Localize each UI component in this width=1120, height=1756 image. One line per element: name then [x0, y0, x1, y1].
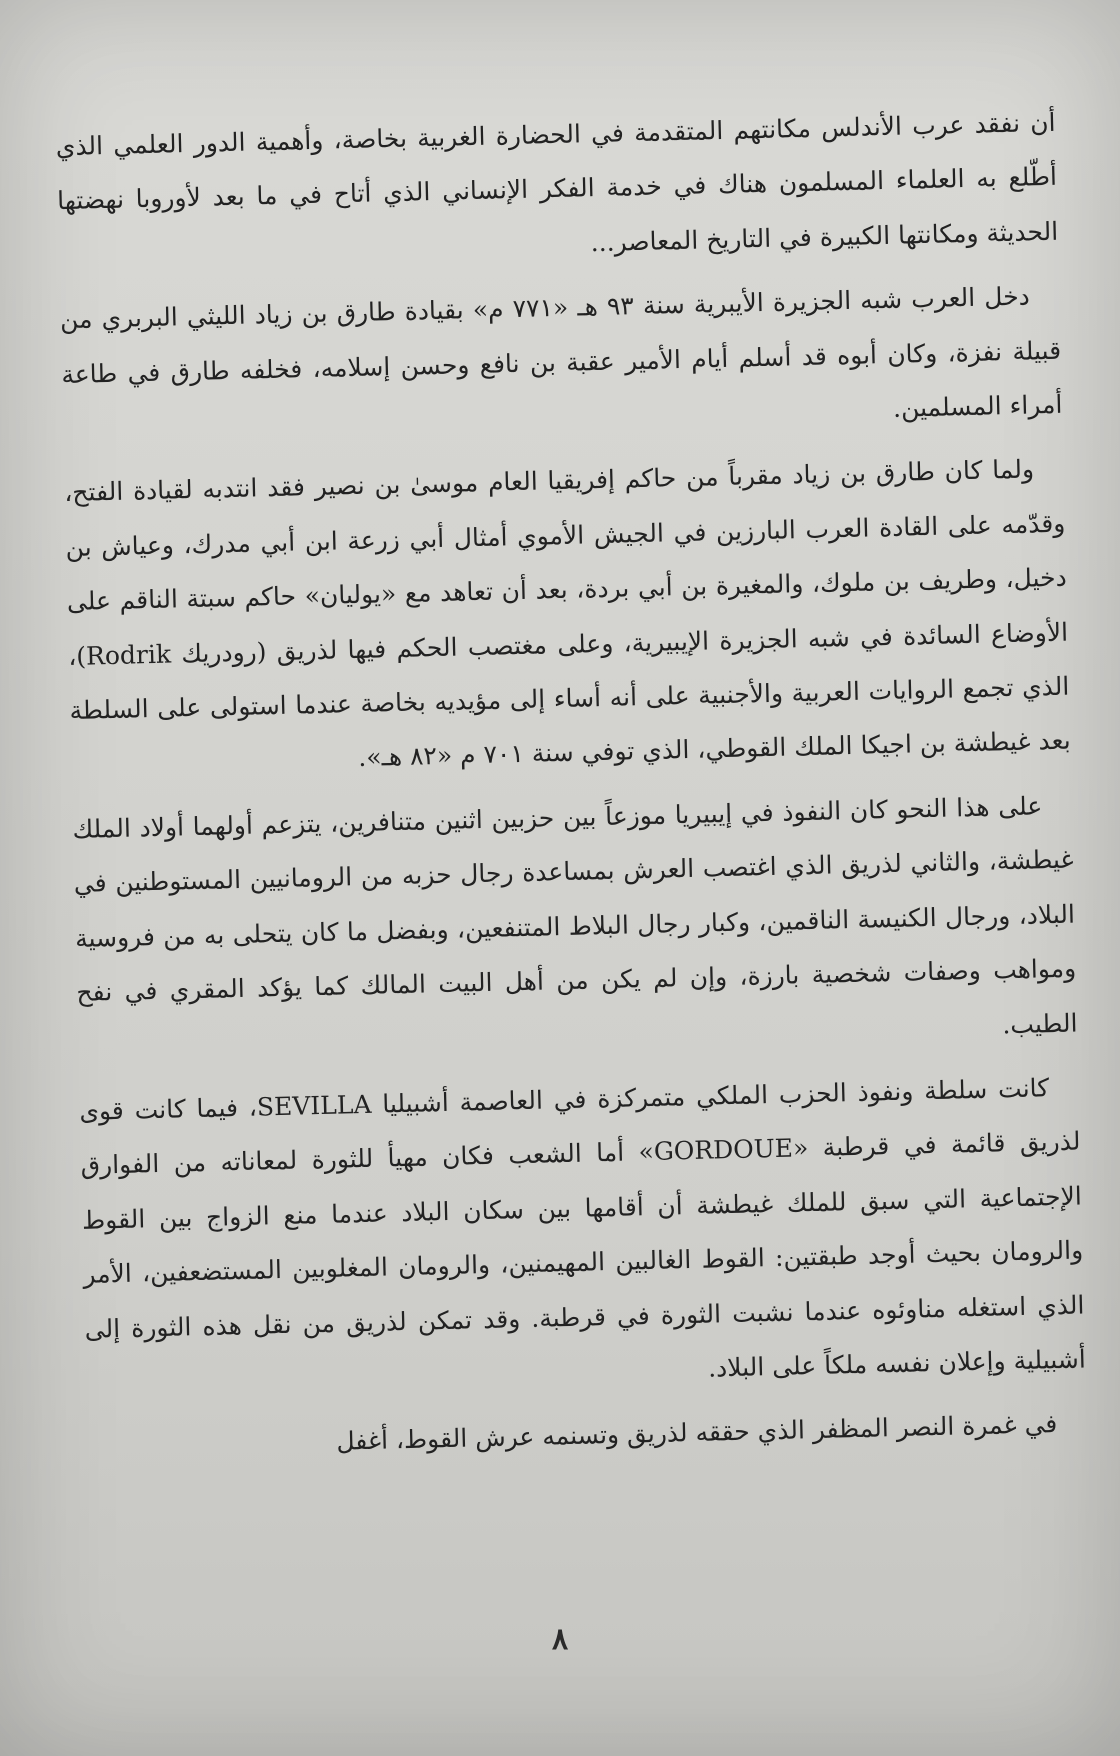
- paragraph: على هذا النحو كان النفوذ في إيبيريا موزعاً بين حزبين اثنين متنافرين، يتزعم أولهما أولاد الملك غيطشة، والثاني لذريق الذي اغتصب العرش بمساعدة رجال حزبه من الرومانيين المستوطنين في البلاد، ورجال الكنيسة الناقمين، وكبار رجال البلاط المتنفعين، وبفضل ما كان يتحلى به من فروسية ومواهب وصفات شخصية بارزة، وإن لم يكن من أهل البيت المالك كما يؤكد المقري في نفح الطيب.: [72, 791, 1078, 1039]
- paragraph: في غمرة النصر المظفر الذي حققه لذريق وتسنمه عرش القوط، أغفل: [336, 1409, 1058, 1457]
- paragraph: كانت سلطة ونفوذ الحزب الملكي متمركزة في العاصمة أشبيليا SEVILLA، فيما كانت قوى لذريق قائمة في قرطبة «GORDOUE» أما الشعب فكان مهيأ للثورة لمعاناته من الفوارق الإجتماعية التي سبق للملك غيطشة أن أقامها بين سكان البلاد عندما منع الزواج بين القوط والرومان بحيث أوجد طبقتين: القوط الغالبين المهيمنين، والرومان المغلوبين المستضعفين، الأمر الذي استغله مناوئوه عندما نشبت الثورة في قرطبة. وقد تمكن لذريق من نقل هذه الثورة إلى أشبيلية وإعلان نفسه ملكاً على البلاد.: [79, 1073, 1087, 1383]
- body-text: [55, 96, 1088, 1486]
- page-number: ٨: [551, 1622, 569, 1657]
- paragraph: أن نفقد عرب الأندلس مكانتهم المتقدمة في الحضارة الغربية بخاصة، وأهمية الدور العلمي الذي أطّلع به العلماء المسلمون هناك في خدمة الفكر الإنساني الذي أتاح في ما بعد لأوروبا نهضتها الحديثة ومكانتها الكبيرة في التاريخ المعاصر...: [55, 107, 1059, 257]
- paragraph: ولما كان طارق بن زياد مقرباً من حاكم إفريقيا العام موسىٰ بن نصير فقد انتدبه لقيادة الفتح، وقدّمه على القادة العرب البارزين في الجيش الأموي أمثال أبي زرعة ابن أبي مدرك، وعياش بن دخيل، وطريف بن ملوك، والمغيرة بن أبي بردة، بعد أن تعاهد مع «يوليان» حاكم سبتة الناقم على الأوضاع السائدة في شبه الجزيرة الإيبيرية، وعلى مغتصب الحكم فيها لذريق (رودريك Rodrik)، الذي تجمع الروايات العربية والأجنبية على أنه أساء إلى مؤيديه بخاصة عندما استولى على السلطة بعد غيطشة بن اجيكا الملك القوطي، الذي توفي سنة ٧٠١ م «٨٢ هـ».: [63, 454, 1071, 773]
- paragraph: دخل العرب شبه الجزيرة الأيبرية سنة ٩٣ هـ «٧٧١ م» بقيادة طارق بن زياد الليثي البربري من قبيلة نفزة، وكان أبوه قد أسلم أيام الأمير عقبة بن نافع وحسن إسلامه، فخلفه طارق في طاعة أمراء المسلمين.: [59, 281, 1063, 423]
